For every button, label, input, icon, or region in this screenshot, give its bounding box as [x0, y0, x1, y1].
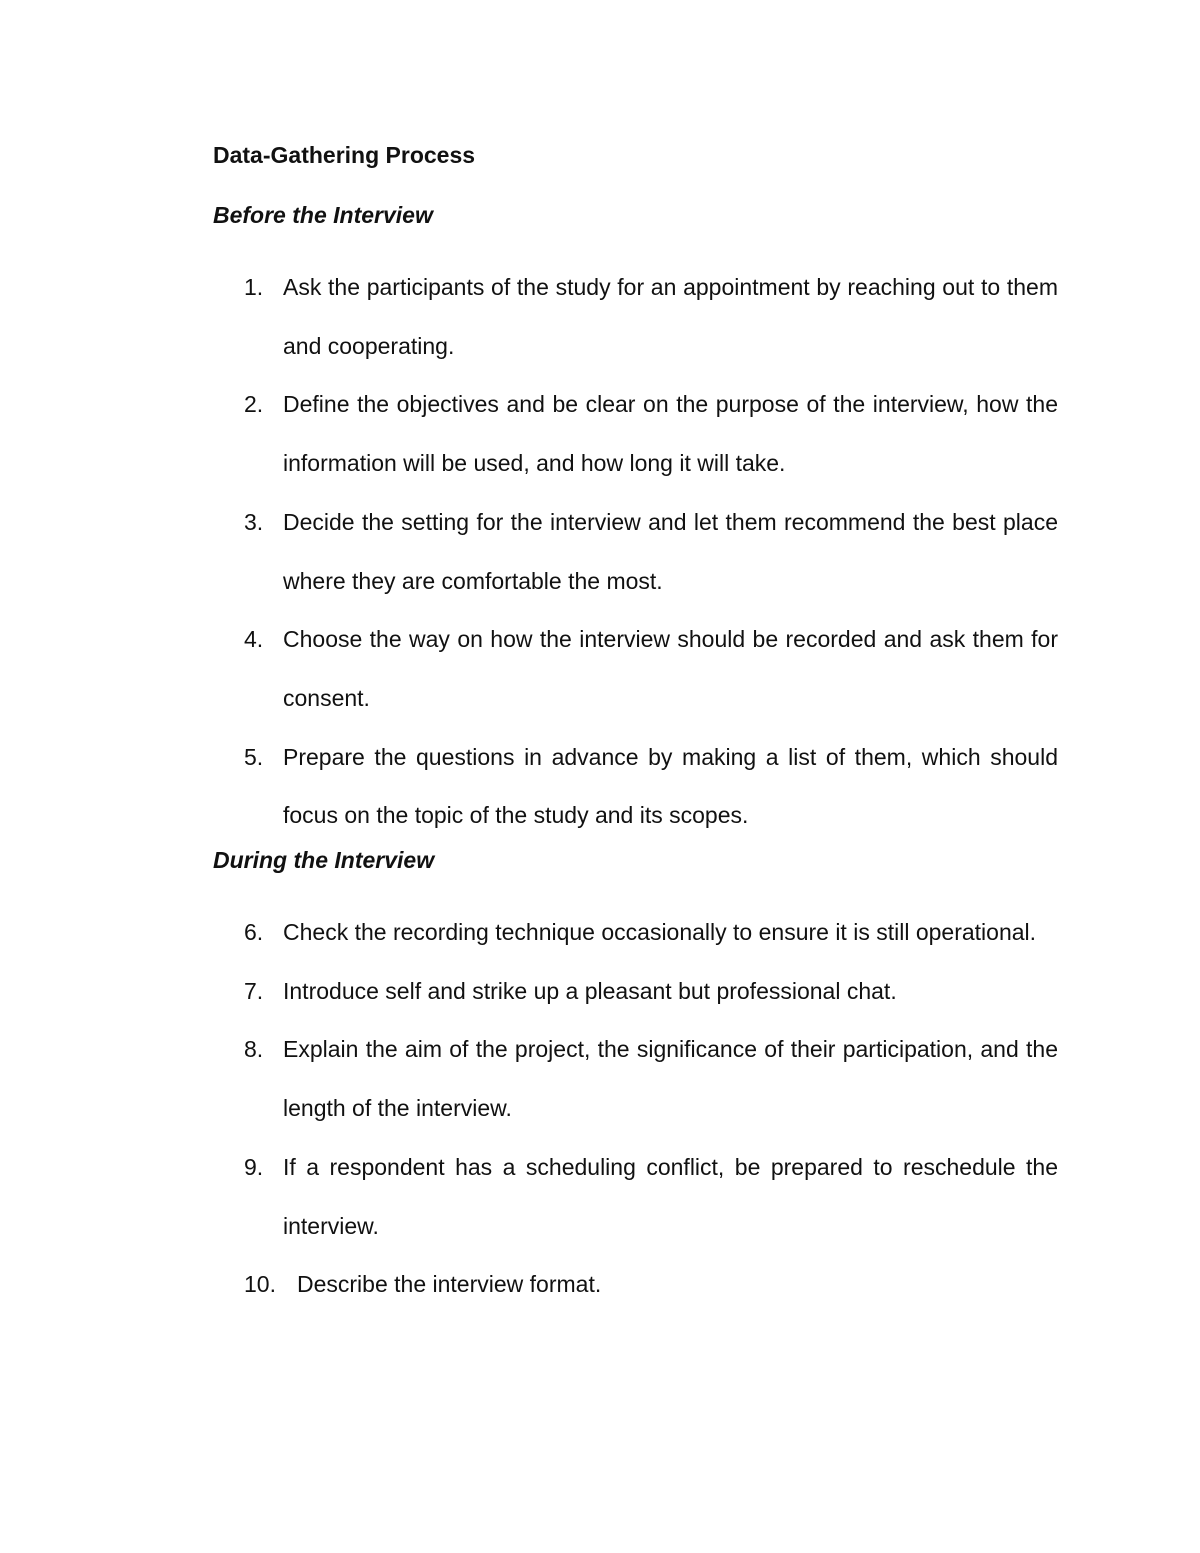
list-item [0, 903, 1200, 962]
list-item-number: 7. [244, 977, 264, 1004]
list-item-text: Ask the participants of the study for an appointment by reaching out to them and cooperating. [283, 274, 1058, 359]
list-item [0, 493, 1200, 610]
list-item [0, 1138, 1200, 1255]
list-item [0, 258, 1200, 375]
list-item [0, 962, 1200, 1021]
list-item-number: 1. [244, 274, 264, 300]
list-item-number: 9. [244, 1153, 264, 1180]
list-item [0, 1020, 1200, 1137]
list-item-text: Define the objectives and be clear on the purpose of the interview, how the information will be used, and how long it will take. [283, 391, 1058, 477]
list-item-number: 4. [244, 626, 264, 653]
list-item-text: Check the recording technique occasionally to ensure it is still operational. [283, 919, 1037, 945]
list-item-text: Introduce self and strike up a pleasant but professional chat. [283, 977, 897, 1004]
list-item-number: 2. [244, 391, 264, 418]
list-item-text: Describe the interview format. [297, 1271, 602, 1298]
list-item [0, 610, 1200, 727]
before-interview-list [0, 258, 1200, 845]
list-item-number: 3. [244, 508, 264, 535]
list-item-text: Prepare the questions in advance by making a list of them, which should focus on the topic of the study and its scopes. [283, 743, 1058, 829]
list-item [0, 375, 1200, 492]
section-heading-before-interview: Before the Interview [213, 202, 433, 228]
list-item-text: If a respondent has a scheduling conflict, be prepared to reschedule the interview. [283, 1153, 1058, 1239]
section-heading-during-interview: During the Interview [213, 847, 435, 873]
list-item [0, 728, 1200, 845]
list-item-text: Choose the way on how the interview should be recorded and ask them for consent. [283, 626, 1058, 711]
list-item-number: 10. [244, 1271, 276, 1298]
list-item [0, 1255, 1200, 1314]
page-title: Data-Gathering Process [213, 142, 476, 168]
list-item-number: 8. [244, 1036, 264, 1063]
list-item-text: Decide the setting for the interview and let them recommend the best place where they are comfortable the most. [283, 508, 1058, 594]
during-interview-list [0, 903, 1200, 1314]
list-item-number: 6. [244, 919, 264, 945]
list-item-text: Explain the aim of the project, the significance of their participation, and the length of the interview. [283, 1036, 1058, 1122]
list-item-number: 5. [244, 743, 264, 770]
